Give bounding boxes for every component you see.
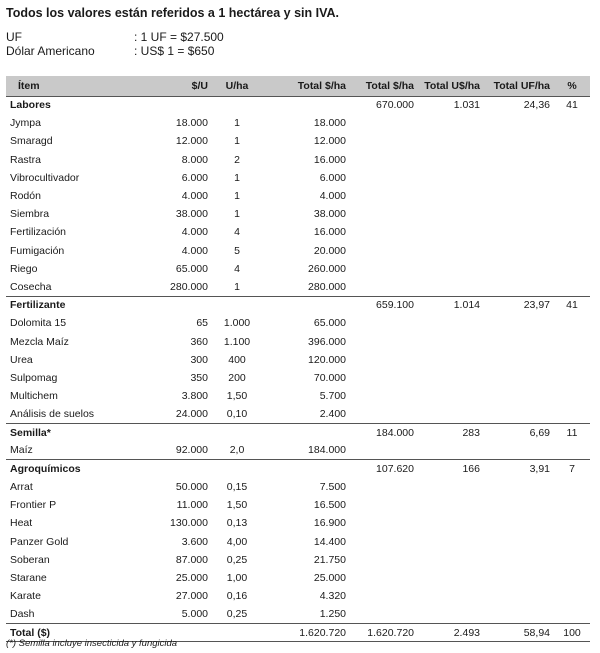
- empty-cell: [484, 332, 554, 350]
- header-row: [6, 76, 590, 96]
- empty-cell: [144, 423, 212, 441]
- item-name: Multichem: [10, 390, 58, 403]
- units-per-ha: 1: [234, 190, 240, 203]
- table-row: [6, 242, 590, 260]
- section-total-ha: 659.100: [376, 299, 414, 312]
- empty-cell: [554, 514, 590, 532]
- units-per-ha: 400: [228, 353, 246, 366]
- header-total-usd: Total U$/ha: [424, 79, 480, 92]
- empty-cell: [144, 460, 212, 478]
- section-name: Semilla*: [10, 426, 51, 439]
- empty-cell: [418, 569, 484, 587]
- table-row: [6, 278, 590, 296]
- table-row: [6, 569, 590, 587]
- total-per-ha: 16.900: [313, 517, 346, 530]
- units-per-ha: 2,0: [229, 444, 245, 457]
- total-label: Total ($): [10, 626, 51, 639]
- empty-cell: [554, 332, 590, 350]
- empty-cell: [484, 496, 554, 514]
- header-uha: U/ha: [225, 79, 249, 92]
- exchange-rates: [6, 31, 334, 58]
- empty-cell: [418, 442, 484, 460]
- empty-cell: [418, 514, 484, 532]
- empty-cell: [418, 387, 484, 405]
- empty-cell: [554, 533, 590, 551]
- empty-cell: [350, 514, 418, 532]
- empty-cell: [554, 260, 590, 278]
- empty-cell: [418, 478, 484, 496]
- table-row: [6, 260, 590, 278]
- section-name: Agroquímicos: [10, 463, 81, 476]
- total-per-ha: 65.000: [313, 317, 346, 330]
- empty-cell: [554, 569, 590, 587]
- unit-price: 27.000: [175, 590, 208, 603]
- empty-cell: [418, 205, 484, 223]
- table-row: [6, 496, 590, 514]
- unit-price: 24.000: [175, 408, 208, 421]
- table-row: [6, 332, 590, 350]
- empty-cell: [418, 132, 484, 150]
- item-name: Dash: [10, 608, 35, 621]
- item-name: Jympa: [10, 117, 41, 130]
- unit-price: 50.000: [175, 481, 208, 494]
- empty-cell: [350, 242, 418, 260]
- empty-cell: [484, 533, 554, 551]
- item-name: Vibrocultivador: [10, 171, 80, 184]
- section-pct: 41: [566, 99, 578, 112]
- table-row: [6, 151, 590, 169]
- item-name: Heat: [10, 517, 33, 530]
- empty-cell: [262, 296, 350, 314]
- rate-label: Dólar Americano: [6, 43, 95, 58]
- empty-cell: [418, 151, 484, 169]
- total-per-ha: 184.000: [308, 444, 346, 457]
- empty-cell: [418, 496, 484, 514]
- empty-cell: [484, 369, 554, 387]
- empty-cell: [350, 605, 418, 623]
- unit-price: 25.000: [175, 571, 208, 584]
- unit-price: 4.000: [181, 226, 208, 239]
- table-row: [6, 405, 590, 423]
- empty-cell: [484, 223, 554, 241]
- empty-cell: [418, 533, 484, 551]
- units-per-ha: 0,25: [226, 553, 248, 566]
- section-total-uf: 6,69: [529, 426, 550, 439]
- units-per-ha: 0,15: [226, 481, 248, 494]
- unit-price: 360: [190, 335, 208, 348]
- empty-cell: [484, 587, 554, 605]
- table-row: [6, 551, 590, 569]
- empty-cell: [350, 278, 418, 296]
- section-total-usd: 283: [462, 426, 480, 439]
- empty-cell: [144, 296, 212, 314]
- units-per-ha: 1: [234, 280, 240, 293]
- units-per-ha: 1.100: [223, 335, 251, 348]
- empty-cell: [144, 96, 212, 114]
- empty-cell: [554, 442, 590, 460]
- empty-cell: [418, 587, 484, 605]
- item-name: Mezcla Maíz: [10, 335, 69, 348]
- table-row: [6, 514, 590, 532]
- table-row: [6, 132, 590, 150]
- section-total-uf: 23,97: [523, 299, 550, 312]
- cost-table: [6, 76, 590, 642]
- section-row: [6, 460, 590, 478]
- table-row: [6, 114, 590, 132]
- empty-cell: [484, 278, 554, 296]
- units-per-ha: 1: [234, 117, 240, 130]
- item-name: Rastra: [10, 153, 41, 166]
- units-per-ha: 1,50: [226, 390, 248, 403]
- unit-price: 4.000: [181, 190, 208, 203]
- empty-cell: [262, 423, 350, 441]
- empty-cell: [554, 405, 590, 423]
- empty-cell: [554, 369, 590, 387]
- section-total-ha: 670.000: [376, 99, 414, 112]
- empty-cell: [484, 314, 554, 332]
- section-name: Labores: [10, 99, 51, 112]
- empty-cell: [350, 442, 418, 460]
- table-row: [6, 351, 590, 369]
- empty-cell: [554, 278, 590, 296]
- empty-cell: [350, 569, 418, 587]
- empty-cell: [554, 151, 590, 169]
- unit-price: 18.000: [175, 117, 208, 130]
- item-name: Rodón: [10, 190, 41, 203]
- total-per-ha: 6.000: [319, 171, 346, 184]
- empty-cell: [212, 460, 262, 478]
- unit-price: 65.000: [175, 262, 208, 275]
- empty-cell: [484, 442, 554, 460]
- empty-cell: [484, 242, 554, 260]
- total-per-ha: 5.700: [319, 390, 346, 403]
- empty-cell: [554, 114, 590, 132]
- section-total-usd: 1.031: [453, 99, 480, 112]
- empty-cell: [350, 169, 418, 187]
- section-row: [6, 423, 590, 441]
- empty-cell: [350, 314, 418, 332]
- section-pct: 41: [566, 299, 578, 312]
- table-row: [6, 369, 590, 387]
- empty-cell: [484, 569, 554, 587]
- item-name: Frontier P: [10, 499, 57, 512]
- empty-cell: [418, 605, 484, 623]
- empty-cell: [484, 205, 554, 223]
- table-row: [6, 187, 590, 205]
- empty-cell: [484, 151, 554, 169]
- empty-cell: [554, 132, 590, 150]
- empty-cell: [350, 132, 418, 150]
- empty-cell: [418, 351, 484, 369]
- unit-price: 92.000: [175, 444, 208, 457]
- units-per-ha: 1.000: [223, 317, 251, 330]
- total-per-ha: 1.250: [319, 608, 346, 621]
- header-su: $/U: [191, 79, 208, 92]
- empty-cell: [350, 405, 418, 423]
- table-row: [6, 587, 590, 605]
- empty-cell: [350, 496, 418, 514]
- empty-cell: [350, 205, 418, 223]
- units-per-ha: 0,10: [226, 408, 248, 421]
- empty-cell: [484, 132, 554, 150]
- item-name: Cosecha: [10, 280, 52, 293]
- empty-cell: [262, 460, 350, 478]
- unit-price: 350: [190, 371, 208, 384]
- item-name: Smaragd: [10, 135, 53, 148]
- empty-cell: [484, 514, 554, 532]
- total-per-ha: 70.000: [313, 371, 346, 384]
- empty-cell: [212, 96, 262, 114]
- total-per-ha: 260.000: [308, 262, 346, 275]
- item-name: Starane: [10, 571, 47, 584]
- section-total-ha: 107.620: [376, 463, 414, 476]
- total-per-ha: 16.000: [313, 153, 346, 166]
- item-name: Siembra: [10, 208, 50, 221]
- empty-cell: [554, 187, 590, 205]
- grand-total-pct: 100: [563, 626, 581, 639]
- empty-cell: [554, 351, 590, 369]
- empty-cell: [418, 405, 484, 423]
- unit-price: 87.000: [175, 553, 208, 566]
- item-name: Urea: [10, 353, 33, 366]
- item-name: Arrat: [10, 481, 33, 494]
- unit-price: 5.000: [181, 608, 208, 621]
- empty-cell: [418, 169, 484, 187]
- units-per-ha: 4: [234, 262, 240, 275]
- unit-price: 12.000: [175, 135, 208, 148]
- units-per-ha: 0,25: [226, 608, 248, 621]
- total-per-ha: 12.000: [313, 135, 346, 148]
- empty-cell: [484, 478, 554, 496]
- table-row: [6, 533, 590, 551]
- total-per-ha: 16.500: [313, 499, 346, 512]
- table-row: [6, 223, 590, 241]
- empty-cell: [554, 587, 590, 605]
- units-per-ha: 2: [234, 153, 240, 166]
- item-name: Fumigación: [10, 244, 65, 257]
- units-per-ha: 0,13: [226, 517, 248, 530]
- empty-cell: [350, 223, 418, 241]
- empty-cell: [554, 314, 590, 332]
- empty-cell: [554, 478, 590, 496]
- empty-cell: [484, 187, 554, 205]
- table-body: [6, 96, 590, 642]
- item-name: Sulpomag: [10, 371, 58, 384]
- section-name: Fertilizante: [10, 299, 66, 312]
- empty-cell: [554, 551, 590, 569]
- empty-cell: [350, 332, 418, 350]
- units-per-ha: 1: [234, 208, 240, 221]
- empty-cell: [350, 351, 418, 369]
- empty-cell: [350, 478, 418, 496]
- header-total-ha-section: Total $/ha: [365, 79, 414, 92]
- empty-cell: [554, 242, 590, 260]
- empty-cell: [484, 387, 554, 405]
- empty-cell: [418, 314, 484, 332]
- empty-cell: [418, 114, 484, 132]
- grand-total-ha: 1.620.720: [367, 626, 414, 639]
- empty-cell: [418, 332, 484, 350]
- empty-cell: [350, 187, 418, 205]
- unit-price: 38.000: [175, 208, 208, 221]
- total-per-ha: 14.400: [313, 535, 346, 548]
- total-per-ha: 21.750: [313, 553, 346, 566]
- total-per-ha: 20.000: [313, 244, 346, 257]
- total-per-ha: 38.000: [313, 208, 346, 221]
- empty-cell: [262, 96, 350, 114]
- empty-cell: [484, 605, 554, 623]
- unit-price: 4.000: [181, 244, 208, 257]
- unit-price: 280.000: [170, 280, 208, 293]
- empty-cell: [350, 551, 418, 569]
- grand-total-uf: 58,94: [523, 626, 550, 639]
- total-per-ha: 25.000: [313, 571, 346, 584]
- empty-cell: [554, 169, 590, 187]
- total-per-ha: 16.000: [313, 226, 346, 239]
- empty-cell: [212, 623, 262, 641]
- total-per-ha: 7.500: [319, 481, 346, 494]
- table-row: [6, 387, 590, 405]
- item-name: Maíz: [10, 444, 33, 457]
- empty-cell: [554, 496, 590, 514]
- empty-cell: [484, 551, 554, 569]
- empty-cell: [484, 405, 554, 423]
- empty-cell: [418, 187, 484, 205]
- empty-cell: [484, 114, 554, 132]
- empty-cell: [350, 151, 418, 169]
- units-per-ha: 1: [234, 135, 240, 148]
- item-name: Riego: [10, 262, 38, 275]
- header-pct: %: [567, 79, 577, 92]
- empty-cell: [484, 260, 554, 278]
- rate-usd: [6, 45, 334, 59]
- units-per-ha: 5: [234, 244, 240, 257]
- empty-cell: [418, 369, 484, 387]
- section-total-uf: 24,36: [523, 99, 550, 112]
- rate-value: : 1 UF = $27.500: [134, 30, 224, 44]
- empty-cell: [554, 205, 590, 223]
- units-per-ha: 1: [234, 171, 240, 184]
- table-row: [6, 169, 590, 187]
- item-name: Análisis de suelos: [10, 408, 95, 421]
- unit-price: 300: [190, 353, 208, 366]
- section-total-ha: 184.000: [376, 426, 414, 439]
- item-name: Fertilización: [10, 226, 67, 239]
- rate-value: : US$ 1 = $650: [134, 43, 215, 58]
- unit-price: 130.000: [170, 517, 208, 530]
- item-name: Soberan: [10, 553, 50, 566]
- rate-uf: [6, 31, 334, 45]
- units-per-ha: 0,16: [226, 590, 248, 603]
- empty-cell: [212, 296, 262, 314]
- unit-price: 6.000: [181, 171, 208, 184]
- rate-label: UF: [6, 30, 22, 44]
- table-row: [6, 442, 590, 460]
- empty-cell: [350, 387, 418, 405]
- empty-cell: [350, 533, 418, 551]
- empty-cell: [554, 223, 590, 241]
- empty-cell: [418, 278, 484, 296]
- total-per-ha: 1.620.720: [299, 626, 346, 639]
- units-per-ha: 4: [234, 226, 240, 239]
- empty-cell: [484, 169, 554, 187]
- section-total-usd: 1.014: [453, 299, 480, 312]
- section-total-uf: 3,91: [529, 463, 550, 476]
- table-row: [6, 314, 590, 332]
- section-total-usd: 166: [462, 463, 480, 476]
- total-per-ha: 2.400: [319, 408, 346, 421]
- grand-total-usd: 2.493: [453, 626, 480, 639]
- total-per-ha: 4.320: [319, 590, 346, 603]
- empty-cell: [554, 605, 590, 623]
- empty-cell: [350, 369, 418, 387]
- item-name: Karate: [10, 590, 41, 603]
- section-pct: 7: [569, 463, 575, 476]
- total-per-ha: 4.000: [319, 190, 346, 203]
- table-row: [6, 205, 590, 223]
- empty-cell: [418, 551, 484, 569]
- empty-cell: [484, 351, 554, 369]
- empty-cell: [418, 260, 484, 278]
- units-per-ha: 1,00: [226, 571, 248, 584]
- units-per-ha: 4,00: [226, 535, 248, 548]
- header-total-ha: Total $/ha: [297, 79, 346, 92]
- units-per-ha: 1,50: [226, 499, 248, 512]
- empty-cell: [350, 260, 418, 278]
- empty-cell: [418, 223, 484, 241]
- unit-price: 3.800: [181, 390, 208, 403]
- units-per-ha: 200: [228, 371, 246, 384]
- page-title: Todos los valores están referidos a 1 hectárea y sin IVA.: [6, 6, 340, 20]
- empty-cell: [418, 242, 484, 260]
- item-name: Panzer Gold: [10, 535, 69, 548]
- section-pct: 11: [566, 426, 578, 439]
- unit-price: 11.000: [176, 499, 208, 512]
- unit-price: 8.000: [181, 153, 208, 166]
- total-per-ha: 280.000: [308, 280, 346, 293]
- section-row: [6, 96, 590, 114]
- empty-cell: [350, 114, 418, 132]
- footnote: (*) Semilla incluye insecticida y fungicida: [6, 638, 178, 649]
- empty-cell: [554, 387, 590, 405]
- table-row: [6, 478, 590, 496]
- header-item: Ítem: [18, 79, 40, 92]
- empty-cell: [212, 423, 262, 441]
- item-name: Dolomita 15: [10, 317, 67, 330]
- header-total-uf: Total UF/ha: [493, 79, 550, 92]
- section-row: [6, 296, 590, 314]
- total-per-ha: 120.000: [308, 353, 346, 366]
- total-per-ha: 18.000: [313, 117, 346, 130]
- empty-cell: [350, 587, 418, 605]
- unit-price: 65: [196, 317, 208, 330]
- unit-price: 3.600: [181, 535, 208, 548]
- total-per-ha: 396.000: [308, 335, 346, 348]
- table-row: [6, 605, 590, 623]
